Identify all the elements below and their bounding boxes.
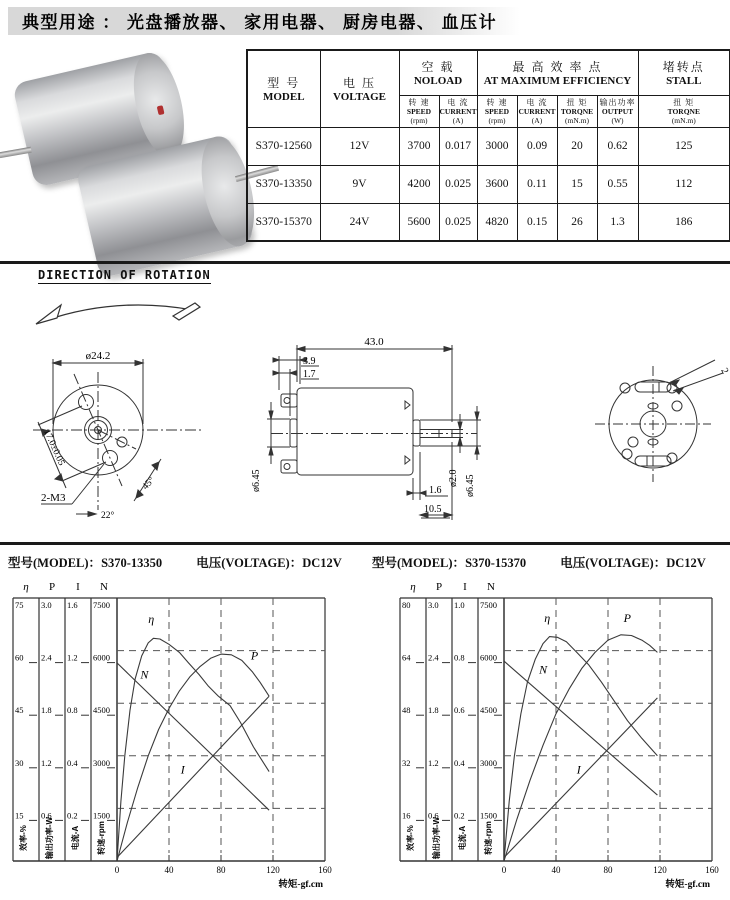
- table-cell: 1.3: [597, 203, 638, 241]
- table-cell: 9V: [320, 165, 399, 203]
- table-cell: 15: [557, 165, 597, 203]
- motor-shaft-icon: [0, 147, 32, 158]
- table-cell: 5600: [399, 203, 439, 241]
- dim-screws: 2-M3: [41, 492, 66, 504]
- axis-tick-label: 1500: [93, 810, 110, 821]
- voltage-label: 电压(VOLTAGE)：: [196, 556, 303, 570]
- voltage-value: DC12V: [666, 556, 706, 570]
- table-cell: 0.15: [517, 203, 557, 241]
- table-cell: 20: [557, 127, 597, 165]
- table-cell: S370-12560: [247, 127, 320, 165]
- dim-bush-left: ø6.45: [251, 469, 262, 492]
- axis-tick-label: 7500: [480, 600, 497, 610]
- front-view-drawing: [8, 328, 230, 536]
- sub-header-torque: 扭 矩 TORQNE (mN.m): [557, 95, 597, 127]
- table-cell: 0.09: [517, 127, 557, 165]
- axis-unit-label: 电流-A: [71, 825, 80, 851]
- axis-tick-label: 4500: [93, 705, 110, 716]
- section-divider: [0, 542, 730, 545]
- x-tick-label: 120: [266, 865, 280, 875]
- axis-tick-label: 4500: [480, 705, 497, 716]
- curve-I: [504, 698, 657, 858]
- axis-symbol: P: [48, 581, 56, 593]
- x-tick-label: 40: [164, 865, 174, 875]
- sub-header-speed: 转 速 SPEED (rpm): [399, 95, 439, 127]
- axis-unit-label: 转速-rpm: [97, 821, 106, 855]
- axis-symbol: η: [410, 581, 416, 593]
- curve-label-η: η: [544, 610, 551, 625]
- axis-tick-label: 6000: [480, 652, 497, 663]
- sub-header-speed: 转 速 SPEED (rpm): [477, 95, 517, 127]
- voltage-value: DC12V: [302, 556, 342, 570]
- axis-tick-label: 0.8: [67, 705, 78, 716]
- table-cell: 0.55: [597, 165, 638, 203]
- dim-angle2: 45°: [140, 475, 158, 493]
- axis-tick-label: 48: [402, 705, 411, 716]
- axis-tick-label: 45: [15, 705, 24, 716]
- section-divider: [0, 261, 730, 264]
- curve-label-P: P: [623, 610, 631, 625]
- axis-tick-label: 6000: [93, 652, 110, 663]
- axis-unit-label: 电流-A: [458, 825, 467, 851]
- table-cell: 12V: [320, 127, 399, 165]
- voltage-label: 电压(VOLTAGE)：: [560, 556, 667, 570]
- dim-a: 3.9: [303, 356, 316, 367]
- axis-tick-label: 64: [402, 652, 411, 663]
- table-cell: 3700: [399, 127, 439, 165]
- axis-tick-label: 2.4: [428, 652, 439, 663]
- table-cell: 186: [638, 203, 730, 241]
- axis-tick-label: 16: [402, 810, 411, 821]
- motor-photo: [4, 48, 244, 256]
- axis-unit-label: 输出功率-W: [432, 816, 441, 860]
- rear-view-drawing: [575, 350, 730, 512]
- axis-tick-label: 3000: [480, 757, 497, 768]
- col-header-voltage: 电 压 VOLTAGE: [320, 50, 399, 127]
- axis-tick-label: 1.2: [428, 757, 439, 768]
- table-row: [247, 165, 730, 203]
- sub-header-stall-torque: 扭 矩 TORQNE (mN.m): [638, 95, 730, 127]
- axis-tick-label: 15: [15, 810, 24, 821]
- axis-tick-label: 2.4: [41, 652, 52, 663]
- group-header-noload: 空 载 NOLOAD: [399, 50, 477, 95]
- x-tick-label: 0: [501, 865, 507, 875]
- table-cell: 0.62: [597, 127, 638, 165]
- axis-tick-label: 7500: [93, 600, 110, 610]
- axis-symbol: I: [76, 581, 80, 593]
- dim-pitch: 17.0±0.05: [41, 428, 67, 468]
- table-cell: 0.017: [439, 127, 477, 165]
- axis-symbol: η: [23, 581, 29, 593]
- curve-label-I: I: [180, 762, 185, 777]
- dim-d: 10.5: [424, 504, 442, 515]
- axis-symbol: N: [487, 581, 495, 593]
- table-cell: S370-15370: [247, 203, 320, 241]
- model-value: S370-15370: [465, 556, 527, 570]
- table-cell: 0.025: [439, 165, 477, 203]
- x-tick-label: 160: [318, 865, 332, 875]
- axis-tick-label: 1500: [480, 810, 497, 821]
- axis-tick-label: 0.2: [67, 810, 78, 821]
- side-view-drawing: [243, 322, 488, 540]
- axis-tick-label: 3.0: [428, 600, 439, 610]
- table-cell: 4820: [477, 203, 517, 241]
- x-axis-title: 转矩-gf.cm: [665, 880, 710, 890]
- axis-tick-label: 1.8: [428, 705, 439, 716]
- curve-P: [504, 635, 657, 861]
- curve-label-N: N: [140, 667, 149, 682]
- axis-tick-label: 1.8: [41, 705, 52, 716]
- x-axis-title: 转矩-gf.cm: [278, 880, 323, 890]
- spec-table: [246, 49, 730, 242]
- direction-of-rotation-label: DIRECTION OF ROTATION: [38, 268, 211, 282]
- axis-tick-label: 0.4: [67, 757, 78, 768]
- table-row: [247, 203, 730, 241]
- axis-tick-label: 60: [15, 652, 24, 663]
- axis-tick-label: 1.6: [67, 600, 78, 610]
- axis-tick-label: 0.8: [454, 652, 465, 663]
- curve-N: [117, 663, 269, 810]
- table-cell: 0.11: [517, 165, 557, 203]
- axis-symbol: I: [463, 581, 467, 593]
- axis-unit-label: 转速-rpm: [484, 821, 493, 855]
- col-header-model: 型 号 MODEL: [247, 50, 320, 127]
- performance-chart-2: [396, 576, 726, 898]
- axis-tick-label: 0.6: [454, 705, 465, 716]
- axis-tick-label: 1.2: [67, 652, 78, 663]
- group-header-stall: 堵转点 STALL: [638, 50, 730, 95]
- model-label: 型号(MODEL)：: [8, 556, 102, 570]
- axis-symbol: N: [100, 581, 108, 593]
- axis-tick-label: 1.2: [41, 757, 52, 768]
- table-cell: 0.025: [439, 203, 477, 241]
- axis-unit-label: 效率-%: [19, 825, 28, 851]
- group-header-max-efficiency: 最 高 效 率 点 AT MAXIMUM EFFICIENCY: [477, 50, 638, 95]
- dim-slot: 2: [718, 366, 730, 376]
- model-label: 型号(MODEL)：: [372, 556, 466, 570]
- sub-header-current: 电 流 CURRENT (A): [439, 95, 477, 127]
- axis-tick-label: 32: [402, 757, 411, 768]
- dim-c: 1.6: [429, 485, 442, 496]
- model-value: S370-13350: [101, 556, 163, 570]
- axis-tick-label: 3.0: [41, 600, 52, 610]
- axis-tick-label: 80: [402, 600, 411, 610]
- axis-unit-label: 输出功率-W: [45, 816, 54, 860]
- curve-label-I: I: [576, 762, 581, 777]
- table-cell: 125: [638, 127, 730, 165]
- chart-1-header: [8, 553, 342, 571]
- table-cell: S370-13350: [247, 165, 320, 203]
- sub-header-output: 输出功率 OUTPUT (W): [597, 95, 638, 127]
- table-row: [247, 127, 730, 165]
- axis-tick-label: 75: [15, 600, 24, 610]
- x-tick-label: 120: [653, 865, 667, 875]
- x-tick-label: 40: [551, 865, 561, 875]
- dim-diameter: ø24.2: [85, 350, 111, 362]
- curve-label-N: N: [539, 662, 548, 677]
- x-tick-label: 160: [705, 865, 719, 875]
- curve-label-P: P: [250, 648, 259, 663]
- x-tick-label: 80: [603, 865, 613, 875]
- axis-tick-label: 0.4: [454, 757, 465, 768]
- dim-length: 43.0: [364, 336, 384, 348]
- axis-tick-label: 0.2: [454, 810, 465, 821]
- table-cell: 24V: [320, 203, 399, 241]
- dim-angle1: 22°: [101, 511, 115, 521]
- axis-tick-label: 3000: [93, 757, 110, 768]
- chart-2-header: [372, 553, 706, 571]
- axis-symbol: P: [435, 581, 443, 593]
- rotation-arrow-icon: [30, 290, 205, 330]
- table-cell: 112: [638, 165, 730, 203]
- sub-header-current: 电 流 CURRENT (A): [517, 95, 557, 127]
- table-cell: 26: [557, 203, 597, 241]
- x-tick-label: 80: [216, 865, 226, 875]
- axis-tick-label: 0.6: [41, 810, 52, 821]
- curve-I: [117, 696, 269, 857]
- dim-bush-right: ø6.45: [465, 474, 476, 497]
- performance-chart-1: [9, 576, 339, 898]
- dim-shaft: ø2.0: [448, 469, 459, 487]
- axis-tick-label: 0.6: [428, 810, 439, 821]
- dim-b: 1.7: [303, 369, 316, 380]
- axis-tick-label: 30: [15, 757, 24, 768]
- curve-label-η: η: [148, 612, 155, 627]
- axis-tick-label: 1.0: [454, 600, 465, 610]
- axis-unit-label: 效率-%: [406, 825, 415, 851]
- table-cell: 4200: [399, 165, 439, 203]
- table-cell: 3000: [477, 127, 517, 165]
- usage-title: 典型用途 ： 光盘播放器、 家用电器、 厨房电器、 血压计: [22, 13, 498, 32]
- table-cell: 3600: [477, 165, 517, 203]
- x-tick-label: 0: [114, 865, 120, 875]
